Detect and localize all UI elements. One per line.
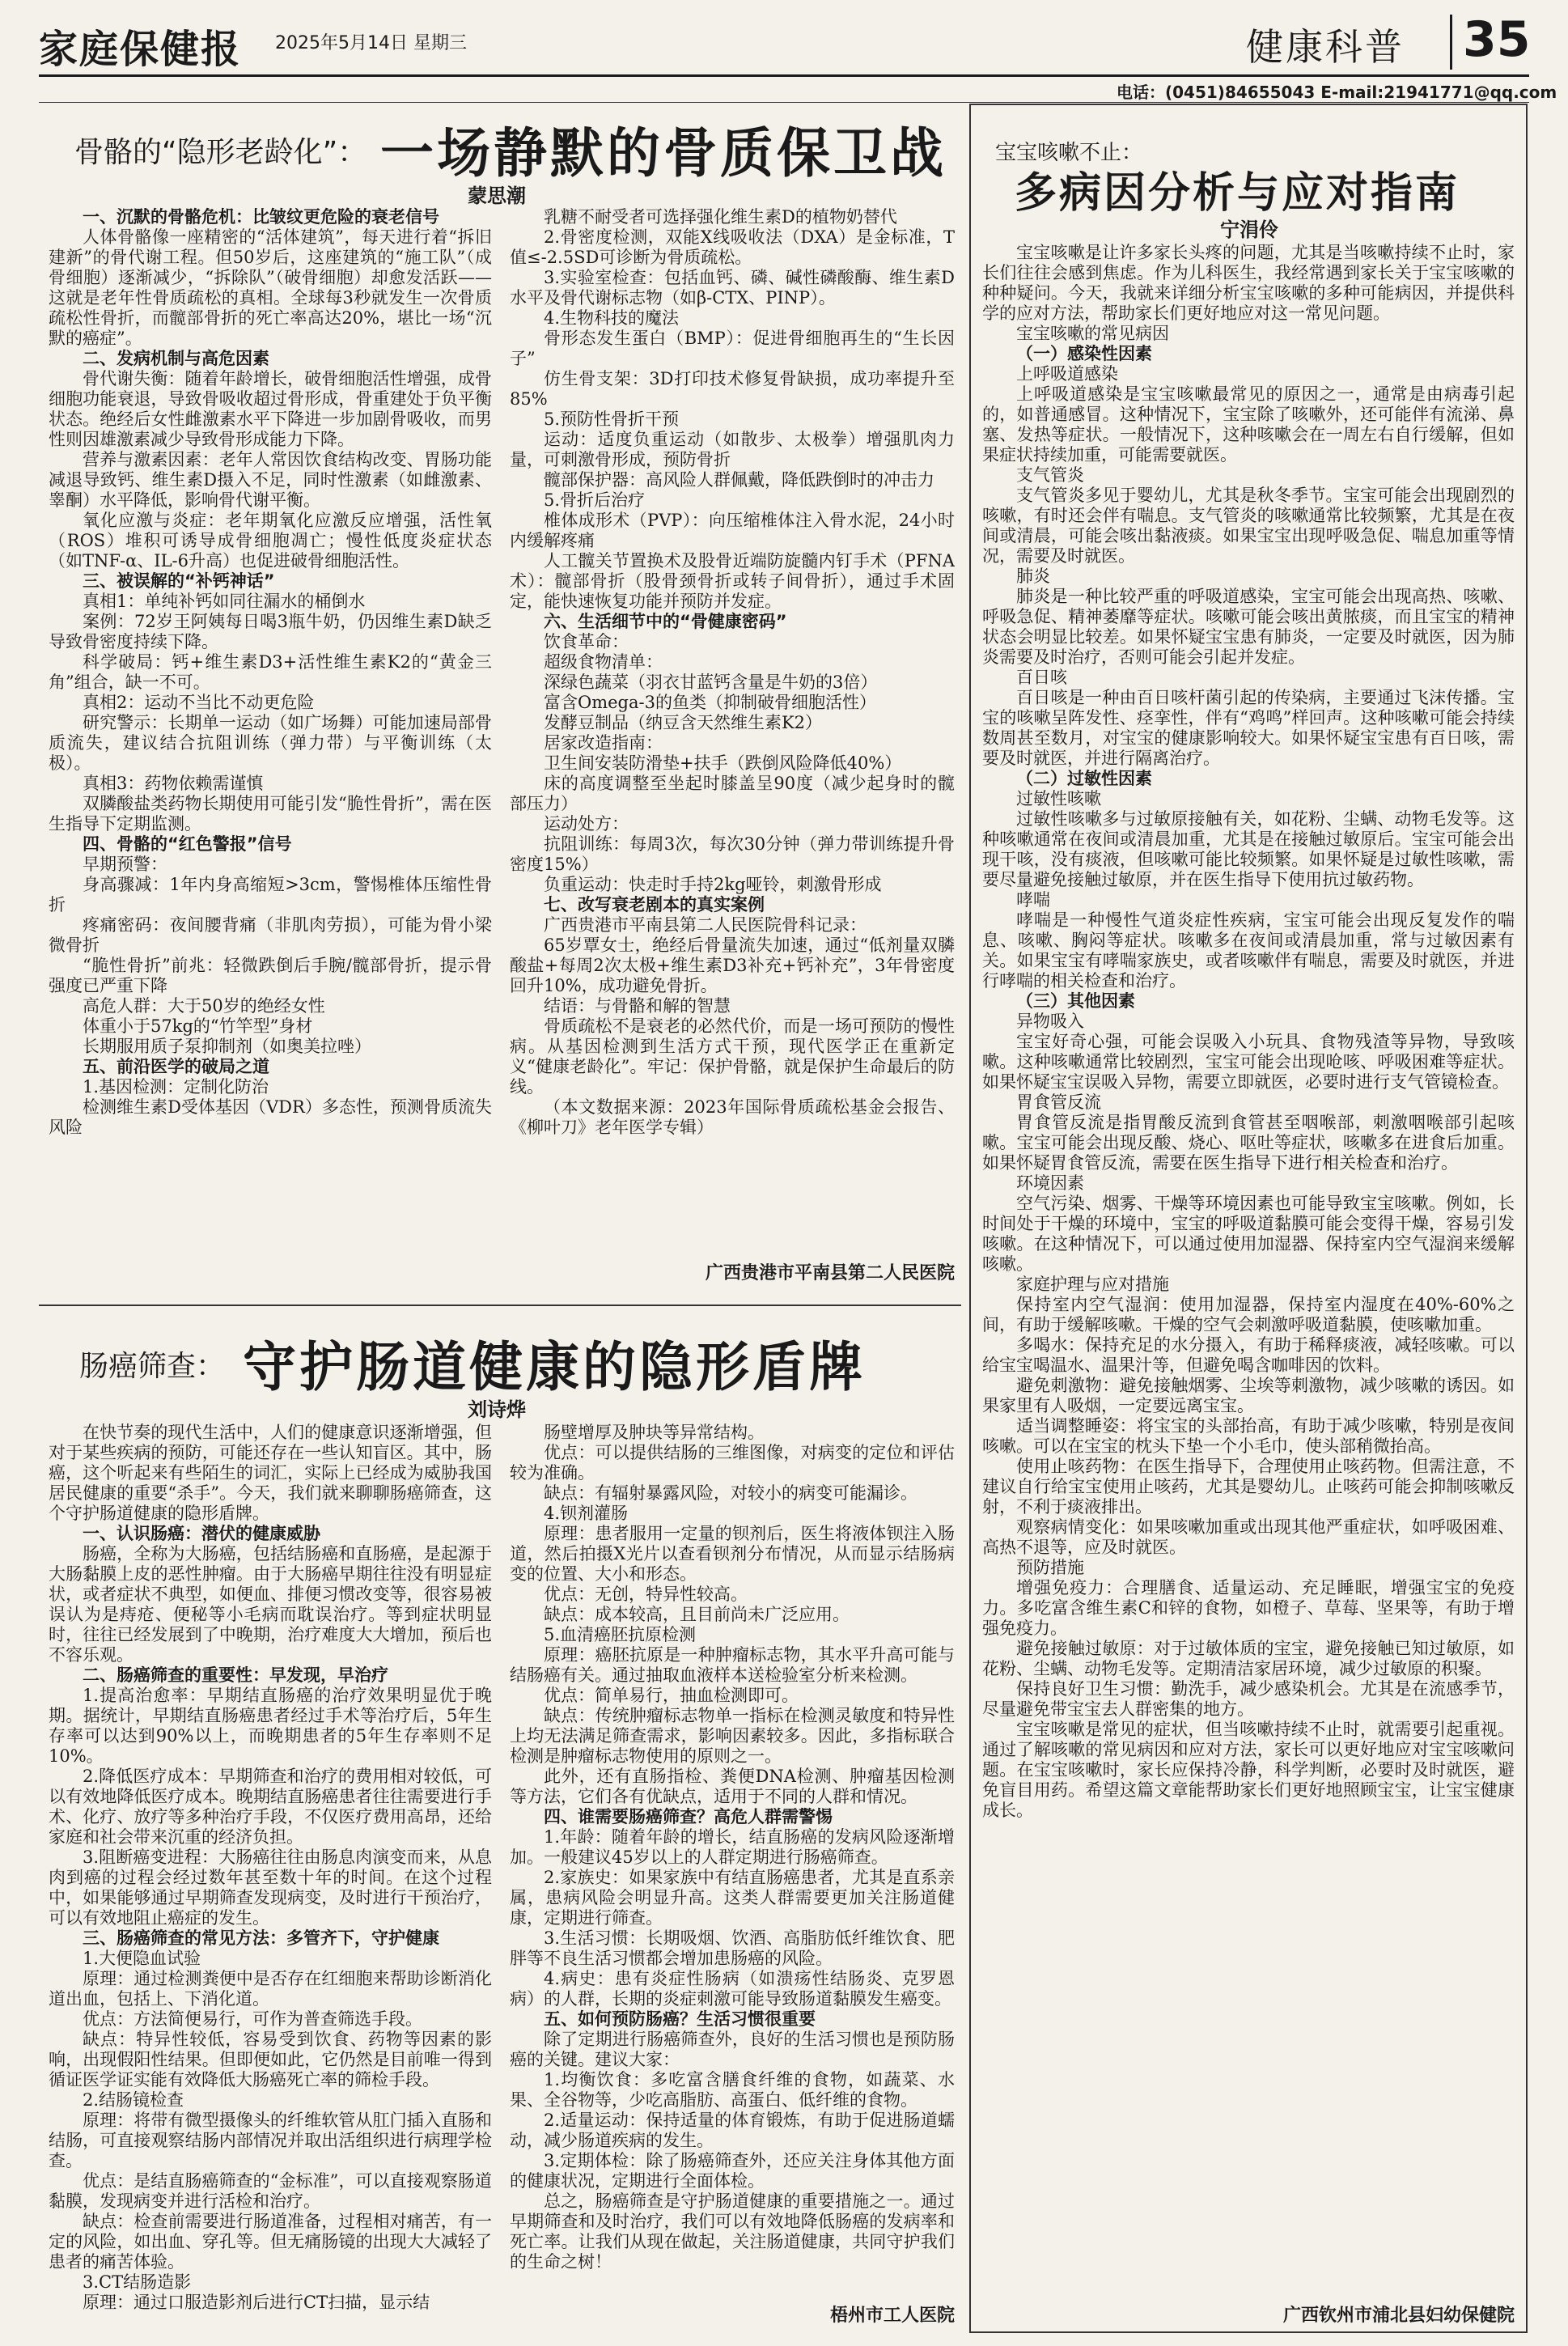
paragraph: 真相1：单纯补钙如同往漏水的桶倒水: [83, 592, 366, 611]
paragraph: 增强免疫力：合理膳食、适量运动、充足睡眠，增强宝宝的免疫力。多吃富含维生素C和锌的食物，如橙子、草莓、坚果等，有助于增强免疫力。: [982, 1578, 1515, 1638]
paragraph: 原理：患者服用一定量的钡剂后，医生将液体钡注入肠道，然后拍摄X光片以查看钡剂分布情况，从而显示结肠病变的位置、大小和形态。: [510, 1524, 955, 1584]
paragraph: 1.均衡饮食：多吃富含膳食纤维的食物，如蔬菜、水果、全谷物等，少吃高脂肪、高蛋白、低纤维的食物。: [510, 2070, 955, 2110]
paragraph: 避免接触过敏原：对于过敏体质的宝宝，避免接触已知过敏原，如花粉、尘螨、动物毛发等。定期清洁家居环境，减少过敏原的积聚。: [982, 1639, 1515, 1678]
paragraph: 此外，还有直肠指检、粪便DNA检测、肿瘤基因检测等方法，它们各有优缺点，适用于不同的人群和情况。: [510, 1767, 955, 1806]
paragraph: 过敏性咳嗽: [1016, 789, 1101, 808]
paragraph: 髋部保护器：高风险人群佩戴，降低跌倒时的冲击力: [544, 470, 934, 490]
paragraph: 居家改造指南：: [544, 733, 663, 753]
paragraph: 双膦酸盐类药物长期使用可能引发“脆性骨折”，需在医生指导下定期监测。: [49, 794, 492, 834]
paragraph: 高危人群：大于50岁的绝经女性: [83, 996, 325, 1016]
paragraph: 原理：癌胚抗原是一种肿瘤标志物，其水平升高可能与结肠癌有关。通过抽取血液样本送检验室分析来检测。: [510, 1645, 955, 1685]
paragraph: 宝宝咳嗽是常见的症状，但当咳嗽持续不止时，就需要引起重视。通过了解咳嗽的常见病因和应对方法，家长可以更好地应对宝宝咳嗽问题。在宝宝咳嗽时，家长应保持冷静，科学判断，必要时及时就医，避免盲目用药。希望这篇文章能帮助家长们更好地照顾宝宝，让宝宝健康成长。: [982, 1720, 1515, 1820]
paragraph: 优点：是结直肠癌筛查的“金标准”，可以直接观察肠道黏膜，发现病变并进行活检和治疗。: [49, 2171, 492, 2211]
paragraph: 肺炎是一种比较严重的呼吸道感染，宝宝可能会出现高热、咳嗽、呼吸急促、精神萎靡等症状。咳嗽可能会咳出黄脓痰，而且宝宝的精神状态会明显比较差。如果怀疑宝宝患有肺炎，一定要及时就医，因为肺炎需要及时治疗，否则可能会引起并发症。: [982, 587, 1515, 667]
paragraph: 人体骨骼像一座精密的“活体建筑”，每天进行着“拆旧建新”的骨代谢工程。但50岁后，这座建筑的“施工队”（成骨细胞）逐渐减少，“拆除队”（破骨细胞）却愈发活跃——这就是老年性骨质疏松的真相。全球每3秒就发生一次骨质疏松性骨折，而髋部骨折的死亡率高达20%，堪比一场“沉默的癌症”。: [49, 227, 492, 348]
article1-author: 蒙思潮: [468, 185, 526, 207]
paragraph: 3.CT结肠造影: [83, 2272, 192, 2292]
paragraph: 发酵豆制品（纳豆含天然维生素K2）: [544, 713, 823, 732]
section-heading: （三）其他因素: [1016, 991, 1135, 1011]
paragraph: 宝宝好奇心强，可能会误吸入小玩具、食物残渣等异物，导致咳嗽。这种咳嗽通常比较剧烈，宝宝可能会出现呛咳、呼吸困难等症状。如果怀疑宝宝误吸入异物，需要立即就医，必要时进行支气管镜检查。: [982, 1032, 1515, 1092]
section-heading: 五、如何预防肠癌？生活习惯很重要: [544, 2009, 816, 2029]
section-divider: [39, 1305, 961, 1306]
paragraph: 2.适量运动：保持适量的体育锻炼，有助于促进肠道蠕动，减少肠道疾病的发生。: [510, 2111, 955, 2150]
paragraph: 1.大便隐血试验: [83, 1949, 201, 1968]
paragraph: 深绿色蔬菜（羽衣甘蓝钙含量是牛奶的3倍）: [544, 672, 878, 692]
article1-source: 广西贵港市平南县第二人民医院: [705, 1263, 955, 1283]
paragraph: 体重小于57kg的“竹竿型”身材: [83, 1016, 313, 1036]
paragraph: 肠癌，全称为大肠癌，包括结肠癌和直肠癌，是起源于大肠黏膜上皮的恶性肿瘤。由于大肠癌早期往往没有明显症状，或者症状不典型，如便血、排便习惯改变等，很容易被误认为是痔疮、便秘等小毛病而耽误治疗。等到症状明显时，往往已经发展到了中晚期，治疗难度大大增加，预后也不容乐观。: [49, 1544, 492, 1665]
page-number: 35: [1463, 11, 1531, 68]
section-heading: 五、前沿医学的破局之道: [83, 1057, 269, 1076]
paragraph: 优点：方法简便易行，可作为普查筛选手段。: [83, 2009, 422, 2029]
paragraph: 宝宝咳嗽的常见病因: [1016, 324, 1169, 343]
paragraph: 空气污染、烟雾、干燥等环境因素也可能导致宝宝咳嗽。例如，长时间处于干燥的环境中，宝宝的呼吸道黏膜可能会变得干燥，容易引发咳嗽。在这种情况下，可以通过使用加湿器、保持室内空气湿润来缓解咳嗽。: [982, 1194, 1515, 1274]
paragraph: 4.病史：患有炎症性肠病（如溃疡性结肠炎、克罗恩病）的人群，长期的炎症刺激可能导致肠道黏膜发生癌变。: [510, 1969, 955, 2009]
paragraph: 广西贵港市平南县第二人民医院骨科记录：: [544, 915, 867, 935]
paragraph: 预防措施: [1016, 1558, 1084, 1577]
paragraph: 原理：通过口服造影剂后进行CT扫描，显示结: [83, 2293, 430, 2312]
paragraph: 支气管炎: [1016, 465, 1084, 485]
article3-column: [982, 243, 1515, 2294]
section-heading: 一、沉默的骨骼危机：比皱纹更危险的衰老信号: [83, 207, 439, 227]
paragraph: 研究警示：长期单一运动（如广场舞）可能加速局部骨质流失，建议结合抗阻训练（弹力带）与平衡训练（太极）。: [49, 713, 492, 773]
paragraph: 异物吸入: [1016, 1012, 1084, 1031]
paragraph: 总之，肠癌筛查是守护肠道健康的重要措施之一。通过早期筛查和及时治疗，我们可以有效地降低肠癌的发病率和死亡率。让我们从现在做起，关注肠道健康，共同守护我们的生命之树！: [510, 2191, 955, 2272]
contact-rule: [39, 102, 1529, 103]
section-heading: （一）感染性因素: [1016, 344, 1152, 363]
paragraph: 65岁覃女士，绝经后骨量流失加速，通过“低剂量双膦酸盐+每周2次太极+维生素D3补充+钙补充”，3年骨密度回升10%，成功避免骨折。: [510, 935, 955, 995]
paragraph: 保持良好卫生习惯：勤洗手，减少感染机会。尤其是在流感季节，尽量避免带宝宝去人群密集的地方。: [982, 1679, 1515, 1719]
paragraph: 氧化应激与炎症：老年期氧化应激反应增强，活性氧（ROS）堆积可诱导成骨细胞凋亡；慢性低度炎症状态（如TNF-α、IL-6升高）也促进破骨细胞活性。: [49, 511, 492, 571]
paragraph: 人工髋关节置换术及股骨近端防旋髓内钉手术（PFNA术）：髋部骨折（股骨颈骨折或转子间骨折），通过手术固定，能快速恢复功能并预防并发症。: [510, 551, 955, 611]
paragraph: 多喝水：保持充足的水分摄入，有助于稀释痰液，减轻咳嗽。可以给宝宝喝温水、温果汁等，但避免喝含咖啡因的饮料。: [982, 1335, 1515, 1375]
paragraph: 过敏性咳嗽多与过敏原接触有关，如花粉、尘螨、动物毛发等。这种咳嗽通常在夜间或清晨加重，尤其是在接触过敏原后。宝宝可能会出现干咳，没有痰液，但咳嗽可能比较频繁。如果怀疑是过敏性咳嗽，需要尽量避免接触过敏原，并在医生指导下使用抗过敏药物。: [982, 809, 1515, 889]
paragraph: 早期预警：: [83, 855, 167, 874]
paragraph: 科学破局：钙+维生素D3+活性维生素K2的“黄金三角”组合，缺一不可。: [49, 652, 492, 692]
paragraph: 5.骨折后治疗: [544, 490, 646, 510]
paragraph: 3.实验室检查：包括血钙、磷、碱性磷酸酶、维生素D水平及骨代谢标志物（如β-CTX、PINP）。: [510, 268, 955, 308]
section-heading: 七、改写衰老剧本的真实案例: [544, 895, 765, 914]
paragraph: 卫生间安装防滑垫+扶手（跌倒风险降低40%）: [544, 753, 902, 773]
section-heading: 一、认识肠癌：潜伏的健康威胁: [83, 1524, 320, 1543]
paragraph: 使用止咳药物：在医生指导下，合理使用止咳药物。但需注意，不建议自行给宝宝使用止咳药，尤其是婴幼儿。止咳药可能会抑制咳嗽反射，不利于痰液排出。: [982, 1457, 1515, 1517]
section-heading: 二、发病机制与高危因素: [83, 349, 269, 368]
section-heading: 三、被误解的“补钙神话”: [83, 571, 275, 591]
paragraph: “脆性骨折”前兆：轻微跌倒后手腕/髋部骨折，提示骨强度已严重下降: [49, 956, 492, 995]
article1-column-2: [510, 207, 955, 1251]
paragraph: 4.钡剂灌肠: [544, 1504, 629, 1523]
masthead-rule: [39, 74, 1529, 77]
paragraph: 结语：与骨骼和解的智慧: [544, 996, 731, 1016]
paragraph: 骨代谢失衡：随着年龄增长，破骨细胞活性增强，成骨细胞功能衰退，导致骨吸收超过骨形成，骨重建处于负平衡状态。绝经后女性雌激素水平下降进一步加剧骨吸收，而男性则因雄激素减少导致骨形成能力下降。: [49, 369, 492, 449]
paragraph: 案例：72岁王阿姨每日喝3瓶牛奶，仍因维生素D缺乏导致骨密度持续下降。: [49, 612, 492, 651]
paragraph: 抗阻训练：每周3次，每次30分钟（弹力带训练提升骨密度15%）: [510, 834, 955, 874]
paragraph: 营养与激素因素：老年人常因饮食结构改变、胃肠功能减退导致钙、维生素D摄入不足，同时性激素（如雌激素、睾酮）水平降低，影响骨代谢平衡。: [49, 450, 492, 510]
article1-kicker: 骨骼的“隐形老龄化”：: [74, 136, 367, 169]
paragraph: 在快节奏的现代生活中，人们的健康意识逐渐增强，但对于某些疾病的预防，可能还存在一些认知盲区。其中，肠癌，这个听起来有些陌生的词汇，实际上已经成为威胁我国居民健康的重要“杀手”。今天，我们就来聊聊肠癌筛查，这个守护肠道健康的隐形盾牌。: [49, 1423, 492, 1523]
paragraph: 富含Omega-3的鱼类（抑制破骨细胞活性）: [544, 693, 876, 712]
paragraph: 优点：简单易行，抽血检测即可。: [544, 1686, 799, 1705]
article2-title: 守护肠道健康的隐形盾牌: [243, 1335, 866, 1398]
paragraph: 2.降低医疗成本：早期筛查和治疗的费用相对较低，可以有效地降低医疗成本。晚期结直肠癌患者往往需要进行手术、化疗、放疗等多种治疗手段，不仅医疗费用高昂，还给家庭和社会带来沉重的经济负担。: [49, 1767, 492, 1847]
paragraph: 疼痛密码：夜间腰背痛（非肌肉劳损），可能为骨小梁微骨折: [49, 915, 492, 955]
paragraph: 保持室内空气湿润：使用加湿器，保持室内湿度在40%-60%之间，有助于缓解咳嗽。干燥的空气会刺激呼吸道黏膜，使咳嗽加重。: [982, 1295, 1515, 1334]
contact-info: 电话：(0451)84655043 E-mail:21941771@qq.com: [1117, 83, 1557, 102]
paragraph: 5.预防性骨折干预: [544, 409, 680, 429]
issue-date: 2025年5月14日 星期三: [275, 33, 467, 53]
paragraph: 2.家族史：如果家族中有结直肠癌患者，尤其是直系亲属，患病风险会明显升高。这类人群需要更加关注肠道健康，定期进行筛查。: [510, 1868, 955, 1928]
article3-kicker: 宝宝咳嗽不止：: [995, 141, 1143, 165]
paragraph: 真相2：运动不当比不动更危险: [83, 693, 315, 712]
article3-source: 广西钦州市浦北县妇幼保健院: [1282, 2306, 1515, 2326]
paragraph: 1.年龄：随着年龄的增长，结直肠癌的发病风险逐渐增加。一般建议45岁以上的人群定期进行肠癌筛查。: [510, 1827, 955, 1867]
paragraph: 上呼吸道感染: [1016, 364, 1118, 384]
paragraph: 除了定期进行肠癌筛查外，良好的生活习惯也是预防肠癌的关键。建议大家：: [510, 2030, 955, 2069]
paragraph: 缺点：检查前需要进行肠道准备，过程相对痛苦，有一定的风险，如出血、穿孔等。但无痛肠镜的出现大大减轻了患者的痛苦体验。: [49, 2212, 492, 2272]
paragraph: 避免刺激物：避免接触烟雾、尘埃等刺激物，减少咳嗽的诱因。如果家里有人吸烟，一定要远离宝宝。: [982, 1376, 1515, 1415]
paragraph: 4.生物科技的魔法: [544, 308, 680, 328]
paragraph: 5.血清癌胚抗原检测: [544, 1625, 697, 1644]
paragraph: 1.基因检测：定制化防治: [83, 1077, 269, 1097]
paragraph: 运动处方：: [544, 814, 629, 834]
paragraph: 原理：通过检测粪便中是否存在红细胞来帮助诊断消化道出血，包括上、下消化道。: [49, 1969, 492, 2009]
paragraph: 肠壁增厚及肿块等异常结构。: [544, 1423, 765, 1442]
paragraph: 胃食管反流: [1016, 1092, 1101, 1112]
section-heading: 四、骨骼的“红色警报”信号: [83, 834, 292, 854]
paragraph: 支气管炎多见于婴幼儿，尤其是秋冬季节。宝宝可能会出现剧烈的咳嗽，有时还会伴有喘息。支气管炎的咳嗽通常比较频繁，尤其是在夜间或清晨，可能会咳出黏液痰。如果宝宝出现呼吸急促、喘息加重等情况，需要及时就医。: [982, 486, 1515, 566]
masthead-divider: [1450, 15, 1452, 70]
section-heading: 六、生活细节中的“骨健康密码”: [544, 612, 787, 631]
paragraph: 长期服用质子泵抑制剂（如奥美拉唑）: [83, 1037, 371, 1056]
article2-column-1: [49, 1423, 492, 2334]
paragraph: 检测维生素D受体基因（VDR）多态性，预测骨质流失风险: [49, 1097, 492, 1137]
paragraph: 负重运动：快走时手持2kg哑铃，刺激骨形成: [544, 875, 882, 894]
paragraph: 适当调整睡姿：将宝宝的头部抬高，有助于减少咳嗽，特别是夜间咳嗽。可以在宝宝的枕头下垫一个小毛巾，使头部稍微抬高。: [982, 1416, 1515, 1456]
paragraph: 乳糖不耐受者可选择强化维生素D的植物奶替代: [544, 207, 897, 227]
paragraph: 家庭护理与应对措施: [1016, 1275, 1169, 1294]
paragraph: 哮喘: [1016, 890, 1050, 910]
paragraph: 骨形态发生蛋白（BMP）：促进骨细胞再生的“生长因子”: [510, 329, 955, 368]
paragraph: 胃食管反流是指胃酸反流到食管甚至咽喉部，刺激咽喉部引起咳嗽。宝宝可能会出现反酸、烧心、呕吐等症状，咳嗽多在进食后加重。如果怀疑胃食管反流，需要在医生指导下进行相关检查和治疗。: [982, 1113, 1515, 1173]
paragraph: 环境因素: [1016, 1173, 1084, 1193]
section-heading: （二）过敏性因素: [1016, 769, 1152, 788]
article2-column-2: [510, 1423, 955, 2293]
article3-title: 多病因分析与应对指南: [1015, 168, 1460, 218]
newspaper-logo: 家庭保健报: [39, 27, 242, 72]
article3-author: 宁涓伶: [1220, 218, 1278, 241]
paragraph: 2.结肠镜检查: [83, 2090, 184, 2110]
paragraph: 3.阻断癌变进程：大肠癌往往由肠息肉演变而来，从息肉到癌的过程会经过数年甚至数十年的时间。在这个过程中，如果能够通过早期筛查发现病变，及时进行干预治疗，可以有效地阻止癌症的发生。: [49, 1848, 492, 1928]
paragraph: 运动：适度负重运动（如散步、太极拳）增强肌肉力量，可刺激骨形成，预防骨折: [510, 430, 955, 469]
paragraph: 身高骤减：1年内身高缩短>3cm，警惕椎体压缩性骨折: [49, 875, 492, 914]
paragraph: 1.提高治愈率：早期结直肠癌的治疗效果明显优于晚期。据统计，早期结直肠癌患者经过手术等治疗后，5年生存率可以达到90%以上，而晚期患者的5年生存率则不足10%。: [49, 1686, 492, 1766]
section-heading: 二、肠癌筛查的重要性：早发现，早治疗: [83, 1665, 388, 1685]
paragraph: 3.生活习惯：长期吸烟、饮酒、高脂肪低纤维饮食、肥胖等不良生活习惯都会增加患肠癌的风险。: [510, 1928, 955, 1968]
paragraph: 缺点：传统肿瘤标志物单一指标在检测灵敏度和特异性上均无法满足筛查需求，影响因素较多。因此，多指标联合检测是肿瘤标志物使用的原则之一。: [510, 1706, 955, 1766]
paragraph: 饮食革命：: [544, 632, 629, 651]
paragraph: 宝宝咳嗽是让许多家长头疼的问题，尤其是当咳嗽持续不止时，家长们往往会感到焦虑。作为儿科医生，我经常遇到家长关于宝宝咳嗽的种种疑问。今天，我就来详细分析宝宝咳嗽的多种可能病因，并提供科学的应对方法，帮助家长们更好地应对这一常见问题。: [982, 243, 1515, 323]
paragraph: 肺炎: [1016, 566, 1050, 586]
article2-source: 梧州市工人医院: [829, 2306, 955, 2326]
section-heading: 四、谁需要肠癌筛查？高危人群需警惕: [544, 1807, 833, 1826]
paragraph: 哮喘是一种慢性气道炎症性疾病，宝宝可能会出现反复发作的喘息、咳嗽、胸闷等症状。咳嗽多在夜间或清晨加重，常与过敏因素有关。如果宝宝有哮喘家族史，或者咳嗽伴有喘息，需要及时就医，并进行哮喘的相关检查和治疗。: [982, 910, 1515, 991]
paragraph: 缺点：成本较高，且目前尚未广泛应用。: [544, 1605, 850, 1624]
article1-column-1: [49, 207, 492, 1298]
paragraph: 原理：将带有微型摄像头的纤维软管从肛门插入直肠和结肠，可直接观察结肠内部情况并取出活组织进行病理学检查。: [49, 2111, 492, 2170]
section-heading: 三、肠癌筛查的常见方法：多管齐下，守护健康: [83, 1928, 439, 1948]
paragraph: 百日咳是一种由百日咳杆菌引起的传染病，主要通过飞沫传播。宝宝的咳嗽呈阵发性、痉挛性，伴有“鸡鸣”样回声。这种咳嗽可能会持续数周甚至数月，对宝宝的健康影响较大。如果怀疑宝宝患有百日咳，需要及时就医，并进行隔离治疗。: [982, 688, 1515, 768]
paragraph: （本文数据来源：2023年国际骨质疏松基金会报告、《柳叶刀》老年医学专辑）: [510, 1097, 955, 1137]
paragraph: 真相3：药物依赖需谨慎: [83, 774, 264, 793]
paragraph: 优点：可以提供结肠的三维图像，对病变的定位和评估较为准确。: [510, 1443, 955, 1483]
article2-kicker: 肠癌筛查：: [79, 1350, 226, 1383]
paragraph: 超级食物清单：: [544, 652, 663, 672]
paragraph: 百日咳: [1016, 668, 1067, 687]
paragraph: 3.定期体检：除了肠癌筛查外，还应关注身体其他方面的健康状况，定期进行全面体检。: [510, 2151, 955, 2191]
paragraph: 缺点：特异性较低，容易受到饮食、药物等因素的影响，出现假阳性结果。但即便如此，它仍然是目前唯一得到循证医学证实能有效降低大肠癌死亡率的筛检手段。: [49, 2030, 492, 2089]
paragraph: 观察病情变化：如果咳嗽加重或出现其他严重症状，如呼吸困难、高热不退等，应及时就医。: [982, 1517, 1515, 1557]
paragraph: 仿生骨支架：3D打印技术修复骨缺损，成功率提升至85%: [510, 369, 955, 409]
article2-author: 刘诗烨: [468, 1398, 526, 1421]
paragraph: 上呼吸道感染是宝宝咳嗽最常见的原因之一，通常是由病毒引起的，如普通感冒。这种情况下，宝宝除了咳嗽外，还可能伴有流涕、鼻塞、发热等症状。一般情况下，这种咳嗽会在一周左右自行缓解，但如果症状持续加重，可能需要就医。: [982, 384, 1515, 465]
paragraph: 缺点：有辐射暴露风险，对较小的病变可能漏诊。: [544, 1483, 917, 1503]
paragraph: 骨质疏松不是衰老的必然代价，而是一场可预防的慢性病。从基因检测到生活方式干预，现代医学正在重新定义“健康老龄化”。牢记：保护骨骼，就是保护生命最后的防线。: [510, 1016, 955, 1097]
paragraph: 2.骨密度检测，双能X线吸收法（DXA）是金标准，T值≤-2.5SD可诊断为骨质疏松。: [510, 227, 955, 267]
paragraph: 优点：无创，特异性较高。: [544, 1585, 748, 1604]
section-title: 健康科普: [1246, 25, 1405, 69]
paragraph: 椎体成形术（PVP）：向压缩椎体注入骨水泥，24小时内缓解疼痛: [510, 511, 955, 550]
paragraph: 床的高度调整至坐起时膝盖呈90度（减少起身时的髋部压力）: [510, 774, 955, 813]
article1-title: 一场静默的骨质保卫战: [380, 121, 947, 185]
